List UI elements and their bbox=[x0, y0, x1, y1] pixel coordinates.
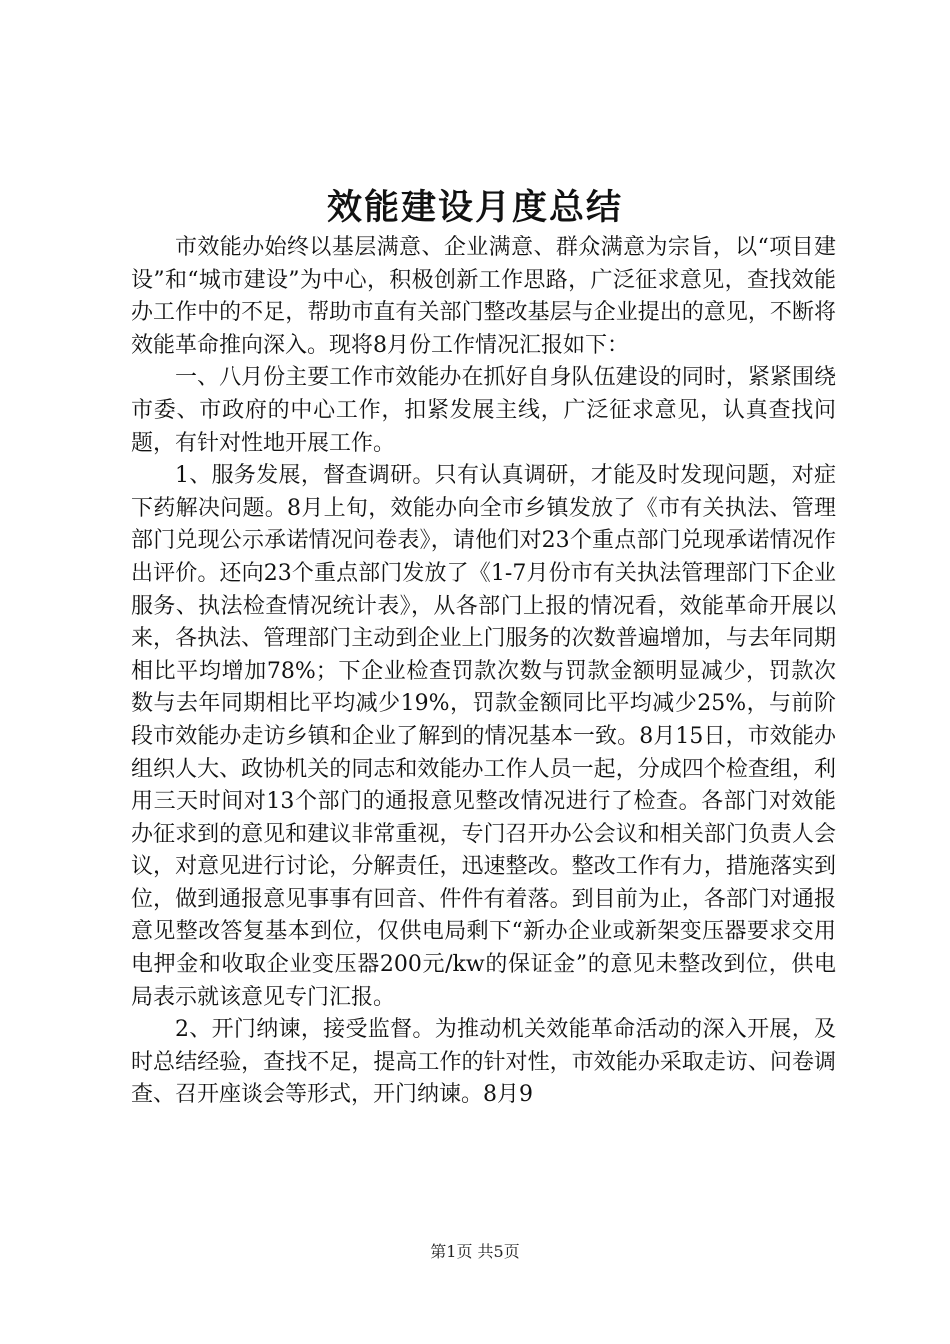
paragraph-intro: 市效能办始终以基层满意、企业满意、群众满意为宗旨，以“项目建设”和“城市建设”为中心，积极创新工作思路，广泛征求意见，查找效能办工作中的不足，帮助市直有关部门整改基层与企业提出的意见，不断将效能革命推向深入。现将8月份工作情况汇报如下： bbox=[131, 235, 836, 358]
page-footer: 第1页 共5页 bbox=[430, 1242, 520, 1261]
document-title: 效能建设月度总结 bbox=[326, 187, 623, 228]
document-body bbox=[131, 232, 836, 1112]
paragraph-item-one: 1、服务发展，督查调研。只有认真调研，才能及时发现问题，对症下药解决问题。8月上旬，效能办向全市乡镇发放了《市有关执法、管理部门兑现公示承诺情况问卷表》，请他们对23个重点部门兑现承诺情况作出评价。还向23个重点部门发放了《1-7月份市有关执法管理部门下企业服务、执法检查情况统计表》，从各部门上报的情况看，效能革命开展以来，各执法、管理部门主动到企业上门服务的次数普遍增加，与去年同期相比平均增加78%；下企业检查罚款次数与罚款金额明显减少，罚款次数与去年同期相比平均减少19%，罚款金额同比平均减少25%，与前阶段市效能办走访乡镇和企业了解到的情况基本一致。8月15日，市效能办组织人大、政协机关的同志和效能办工作人员一起，分成四个检查组，利用三天时间对13个部门的通报意见整改情况进行了检查。各部门对效能办征求到的意见和建议非常重视，专门召开办公会议和相关部门负责人会议，对意见进行讨论，分解责任，迅速整改。整改工作有力，措施落实到位，做到通报意见事事有回音、件件有着落。到目前为止，各部门对通报意见整改答复基本到位，仅供电局剩下“新办企业或新架变压器要求交用电押金和收取企业变压器200元/kw的保证金”的意见未整改到位，供电局表示就该意见专门汇报。 bbox=[131, 463, 836, 1010]
paragraph-item-two: 2、开门纳谏，接受监督。为推动机关效能革命活动的深入开展，及时总结经验，查找不足，提高工作的针对性，市效能办采取走访、问卷调查、召开座谈会等形式，开门纳谏。8月9 bbox=[131, 1017, 836, 1108]
paragraph-section-one: 一、八月份主要工作市效能办在抓好自身队伍建设的同时，紧紧围绕市委、市政府的中心工作，扣紧发展主线，广泛征求意见，认真查找问题，有针对性地开展工作。 bbox=[131, 365, 836, 456]
